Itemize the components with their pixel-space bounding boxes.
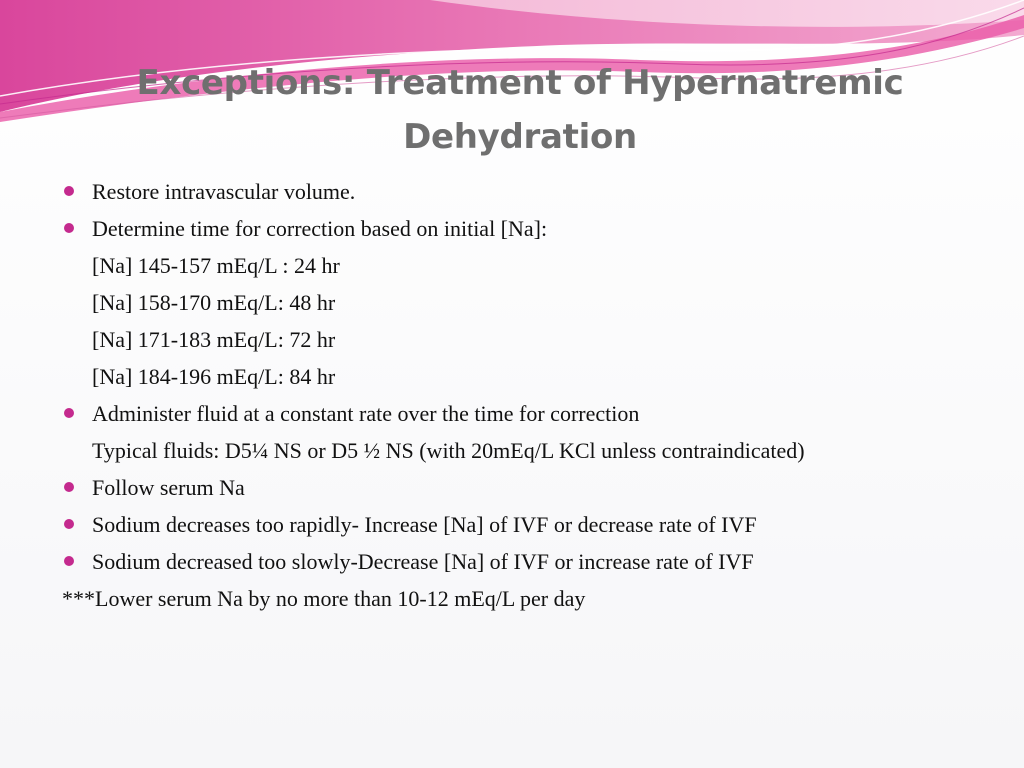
list-item	[62, 173, 1002, 210]
list-item-text: Sodium decreases too rapidly- Increase [Na] of IVF or decrease rate of IVF	[92, 512, 757, 537]
list-item	[62, 506, 1002, 543]
bullet-dot-icon	[64, 223, 74, 233]
sub-item	[62, 247, 1002, 284]
sub-item	[62, 432, 1002, 469]
sub-item	[62, 321, 1002, 358]
list-item-text: Restore intravascular volume.	[92, 179, 356, 204]
footnote-text: ***Lower serum Na by no more than 10-12 mEq/L per day	[62, 586, 586, 611]
bullet-dot-icon	[64, 519, 74, 529]
list-item-text: Administer fluid at a constant rate over the time for correction	[92, 401, 640, 426]
list-item-text: Determine time for correction based on initial [Na]:	[92, 216, 548, 241]
sub-item-text: [Na] 158-170 mEq/L: 48 hr	[92, 290, 336, 315]
list-item-text: Follow serum Na	[92, 475, 245, 500]
list-item	[62, 469, 1002, 506]
bullet-dot-icon	[64, 482, 74, 492]
title-line-1: Exceptions: Treatment of Hypernatremic	[136, 63, 904, 103]
sub-item-text: [Na] 184-196 mEq/L: 84 hr	[92, 364, 336, 389]
content-list	[62, 173, 1002, 617]
slide-title	[80, 56, 960, 164]
bullet-dot-icon	[64, 556, 74, 566]
sub-item-text: [Na] 145-157 mEq/L : 24 hr	[92, 253, 340, 278]
sub-item-text: [Na] 171-183 mEq/L: 72 hr	[92, 327, 336, 352]
title-line-2: Dehydration	[403, 117, 637, 157]
list-item	[62, 543, 1002, 580]
bullet-dot-icon	[64, 186, 74, 196]
sub-item	[62, 358, 1002, 395]
sub-item-text: Typical fluids: D5¼ NS or D5 ½ NS (with 20mEq/L KCl unless contraindicated)	[92, 438, 805, 463]
bullet-dot-icon	[64, 408, 74, 418]
list-item-text: Sodium decreased too slowly-Decrease [Na] of IVF or increase rate of IVF	[92, 549, 754, 574]
list-item	[62, 395, 1002, 432]
sub-item	[62, 284, 1002, 321]
footnote-line	[62, 580, 1002, 617]
list-item	[62, 210, 1002, 247]
